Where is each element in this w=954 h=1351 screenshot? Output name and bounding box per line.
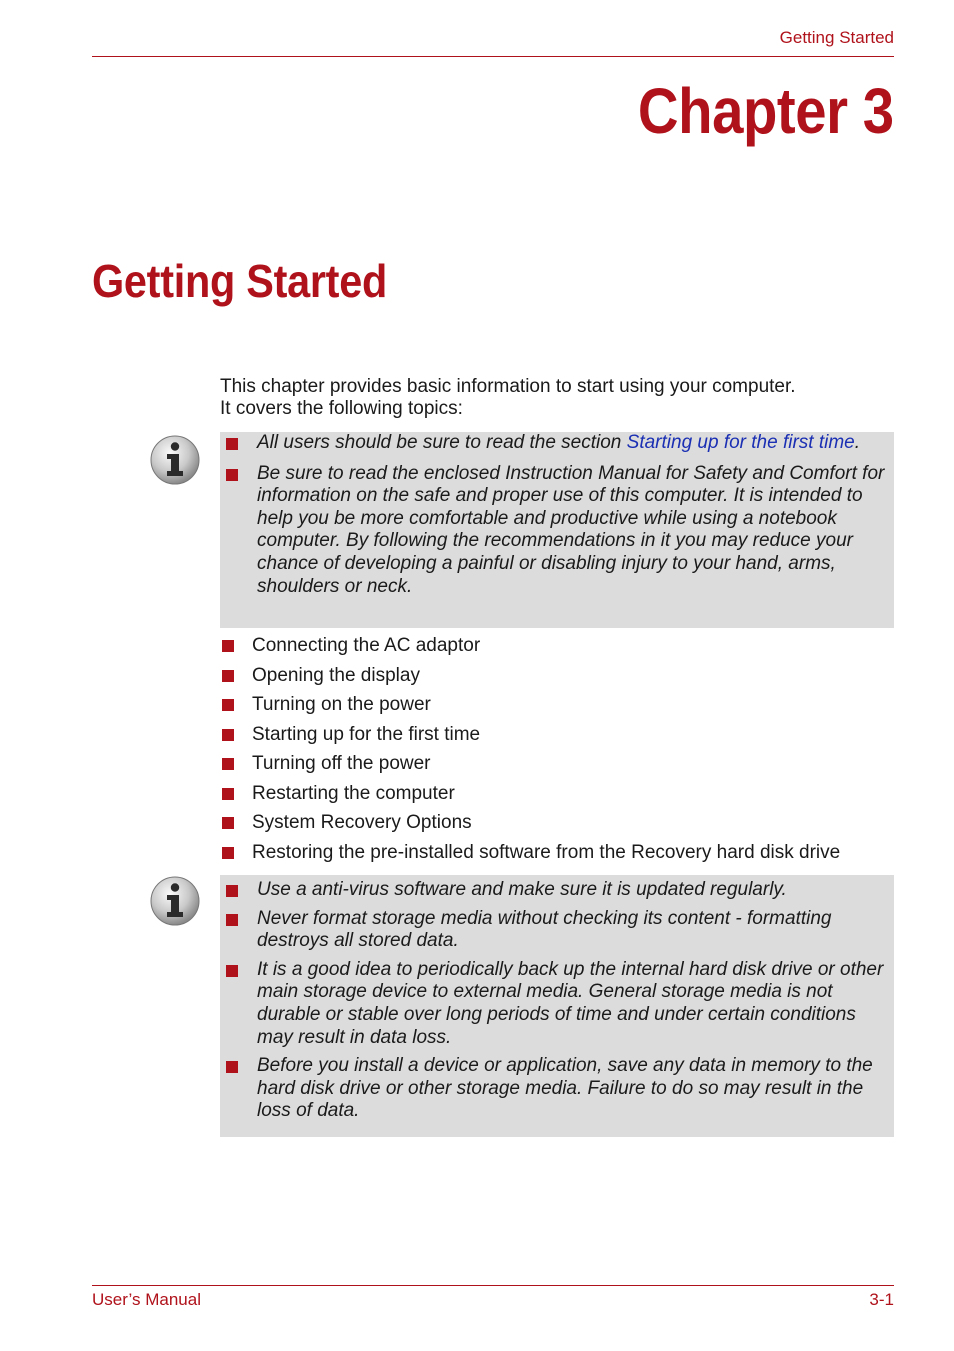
bullet-square-icon <box>226 469 238 481</box>
cross-reference-link[interactable]: Starting up for the first time <box>626 432 855 453</box>
section-title: Getting Started <box>92 255 387 307</box>
topic-list <box>220 631 900 867</box>
note-item <box>220 908 886 953</box>
footer-rule <box>92 1285 894 1286</box>
footer-manual-name: User’s Manual <box>92 1290 201 1309</box>
note-item <box>220 463 886 599</box>
list-item <box>220 749 900 779</box>
list-item <box>220 720 900 750</box>
bullet-square-icon <box>222 729 234 741</box>
note-item <box>220 879 886 902</box>
list-item-text: Connecting the AC adaptor <box>252 635 481 656</box>
bullet-square-icon <box>222 670 234 682</box>
note-item-text: Use a anti-virus software and make sure it is updated regularly. <box>257 879 787 900</box>
bullet-square-icon <box>222 758 234 770</box>
list-item <box>220 808 900 838</box>
bullet-square-icon <box>226 914 238 926</box>
bullet-square-icon <box>222 817 234 829</box>
list-item-text: Restoring the pre-installed software from the Recovery hard disk drive <box>252 841 841 863</box>
bullet-square-icon <box>222 699 234 711</box>
note-box-2 <box>220 875 894 1137</box>
bullet-square-icon <box>226 885 238 897</box>
list-item <box>220 838 900 868</box>
bullet-square-icon <box>222 640 234 652</box>
page-number: 3-1 <box>869 1290 894 1309</box>
note-item-text: Be sure to read the enclosed Instruction Manual for Safety and Comfort for information on the safe and proper use of this computer. It is intended to help you be more comfortable and productive while using a notebook computer. By following the recommendations in it you may reduce your chance of developing a painful or disabling injury to your hand, arms, shoulders or neck. <box>257 462 885 597</box>
intro-line-2: It covers the following topics: <box>220 398 463 419</box>
chapter-title: Chapter 3 <box>638 75 894 147</box>
note-item <box>220 1055 886 1123</box>
list-item <box>220 779 900 809</box>
bullet-square-icon <box>226 965 238 977</box>
list-item-text: Opening the display <box>252 664 420 686</box>
info-icon <box>150 876 200 926</box>
list-item <box>220 631 900 661</box>
list-item-text: Starting up for the first time <box>252 723 481 745</box>
bullet-square-icon <box>226 1061 238 1073</box>
list-item-text: System Recovery Options <box>252 812 472 833</box>
intro-text <box>220 376 894 420</box>
bullet-square-icon <box>222 847 234 859</box>
bullet-square-icon <box>222 788 234 800</box>
info-icon <box>150 435 200 485</box>
intro-line-1: This chapter provides basic information to start using your computer. <box>220 376 796 397</box>
note-item-text: Never format storage media without checking its content - formatting destroys all stored data. <box>257 907 832 952</box>
note-item-text: Before you install a device or application, save any data in memory to the hard disk drive or other storage media. Failure to do so may result in the loss of data. <box>257 1055 873 1122</box>
note-box-1 <box>220 432 894 628</box>
note-item-text: It is a good idea to periodically back up the internal hard disk drive or other main storage device to external media. General storage media is not durable or stable over long periods of time and under certain conditions may result in data loss. <box>257 958 884 1048</box>
list-item <box>220 690 900 720</box>
list-item <box>220 661 900 691</box>
note-item-text: . <box>854 432 861 453</box>
bullet-square-icon <box>226 438 238 450</box>
note-item <box>220 432 886 455</box>
note-item <box>220 959 886 1049</box>
list-item-text: Turning on the power <box>252 694 431 715</box>
running-header: Getting Started <box>779 28 894 47</box>
note-item-text: All users should be sure to read the section <box>257 432 627 453</box>
list-item-text: Turning off the power <box>252 753 431 774</box>
list-item-text: Restarting the computer <box>252 782 455 804</box>
header-rule <box>92 56 894 57</box>
